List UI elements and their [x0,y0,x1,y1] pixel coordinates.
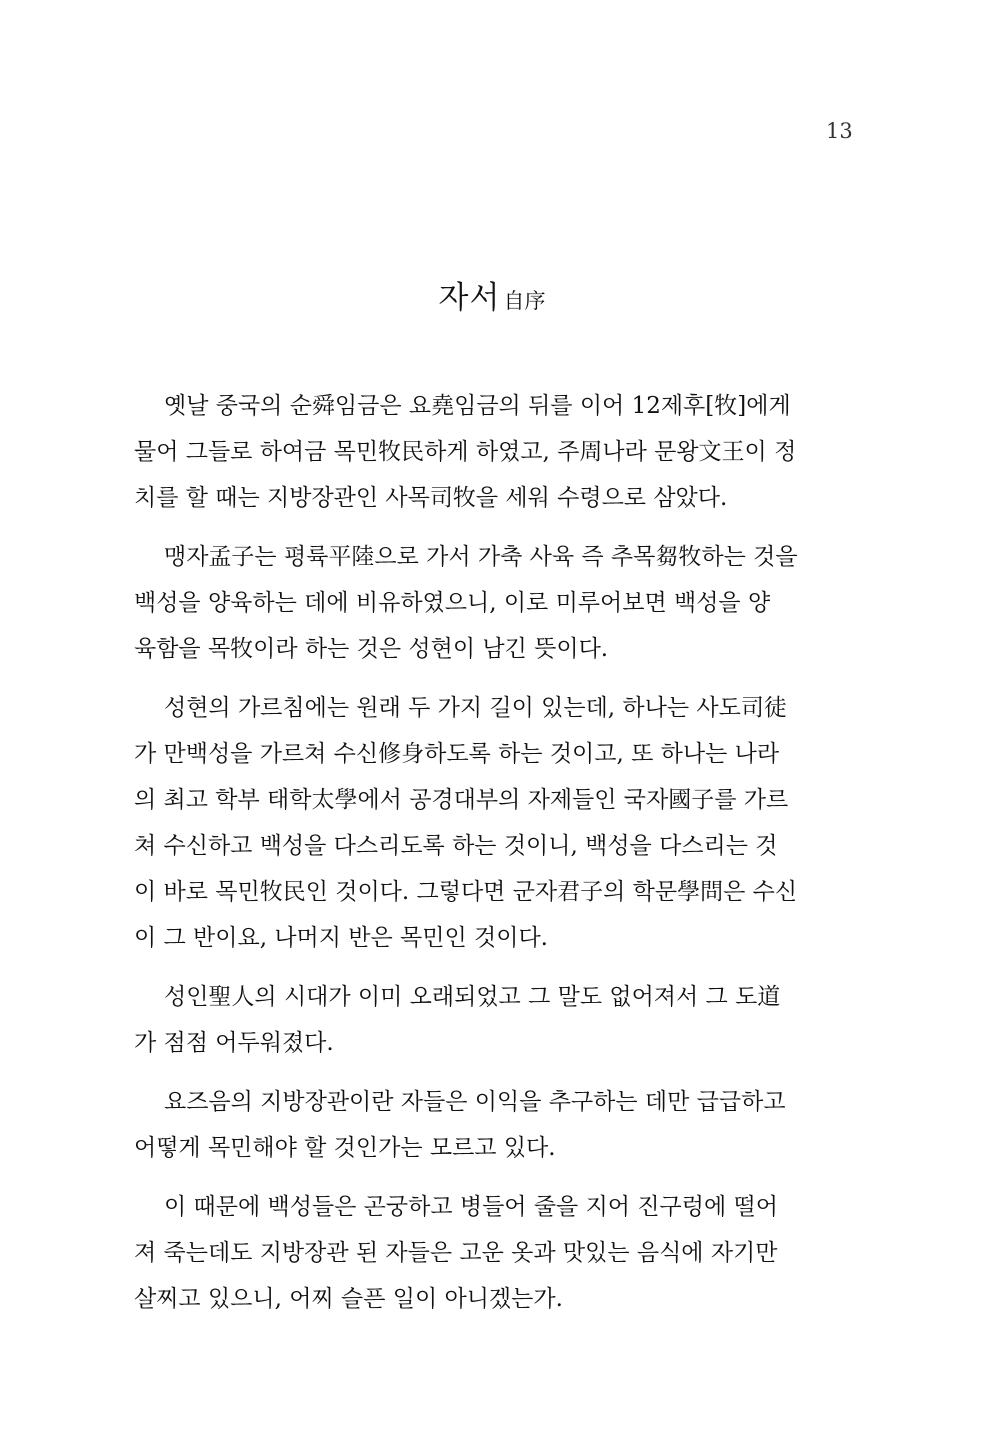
paragraph-first-line: 맹자孟子는 평륙平陸으로 가서 가축 사육 즉 추목芻牧하는 것을 [164,544,798,570]
chapter-title [0,276,984,325]
paragraph-first-line: 옛날 중국의 순舜임금은 요堯임금의 뒤를 이어 12제후[牧]에게 [164,393,791,419]
chapter-title-hanja: 自序 [503,289,546,313]
paragraph-line: 쳐 수신하고 백성을 다스리도록 하는 것이니, 백성을 다스리는 것 [134,833,778,859]
paragraph-gap [134,672,854,685]
paragraph-gap [134,961,854,974]
paragraph-line: 백성을 양육하는 데에 비유하였으니, 이로 미루어보면 백성을 양 [134,590,771,616]
paragraph-gap [134,1066,854,1079]
paragraph-line: 육함을 목牧이라 하는 것은 성현이 남긴 뜻이다. [134,636,609,662]
paragraph-first-line: 이 때문에 백성들은 곤궁하고 병들어 줄을 지어 진구렁에 떨어 [164,1194,778,1220]
paragraph-line: 가 만백성을 가르쳐 수신修身하도록 하는 것이고, 또 하나는 나라 [134,741,780,767]
paragraph-line: 살찌고 있으니, 어찌 슬픈 일이 아니겠는가. [134,1286,563,1312]
paragraph-line: 져 죽는데도 지방장관 된 자들은 고운 옷과 맛있는 음식에 자기만 [134,1240,778,1266]
paragraph-line: 의 최고 학부 태학太學에서 공경대부의 자제들인 국자國子를 가르 [134,787,789,813]
paragraph-gap [134,521,854,534]
paragraph-line: 이 바로 목민牧民인 것이다. 그렇다면 군자君子의 학문學問은 수신 [134,879,798,905]
chapter-title-text: 자서 [438,280,501,316]
paragraph-gap [134,1171,854,1184]
paragraph-line: 이 그 반이요, 나머지 반은 목민인 것이다. [134,925,548,951]
body-text [134,383,854,1322]
page-number: 13 [826,119,853,143]
paragraph-line: 치를 할 때는 지방장관인 사목司牧을 세워 수령으로 삼았다. [134,485,728,511]
paragraph-first-line: 성현의 가르침에는 원래 두 가지 길이 있는데, 하나는 사도司徒 [164,695,787,721]
paragraph-line: 가 점점 어두워졌다. [134,1030,334,1056]
paragraph-line: 물어 그들로 하여금 목민牧民하게 하였고, 주周나라 문왕文王이 정 [134,439,797,465]
paragraph-first-line: 성인聖人의 시대가 이미 오래되었고 그 말도 없어져서 그 도道 [164,984,781,1010]
paragraph-line: 어떻게 목민해야 할 것인가는 모르고 있다. [134,1135,556,1161]
paragraph-first-line: 요즈음의 지방장관이란 자들은 이익을 추구하는 데만 급급하고 [164,1089,786,1115]
